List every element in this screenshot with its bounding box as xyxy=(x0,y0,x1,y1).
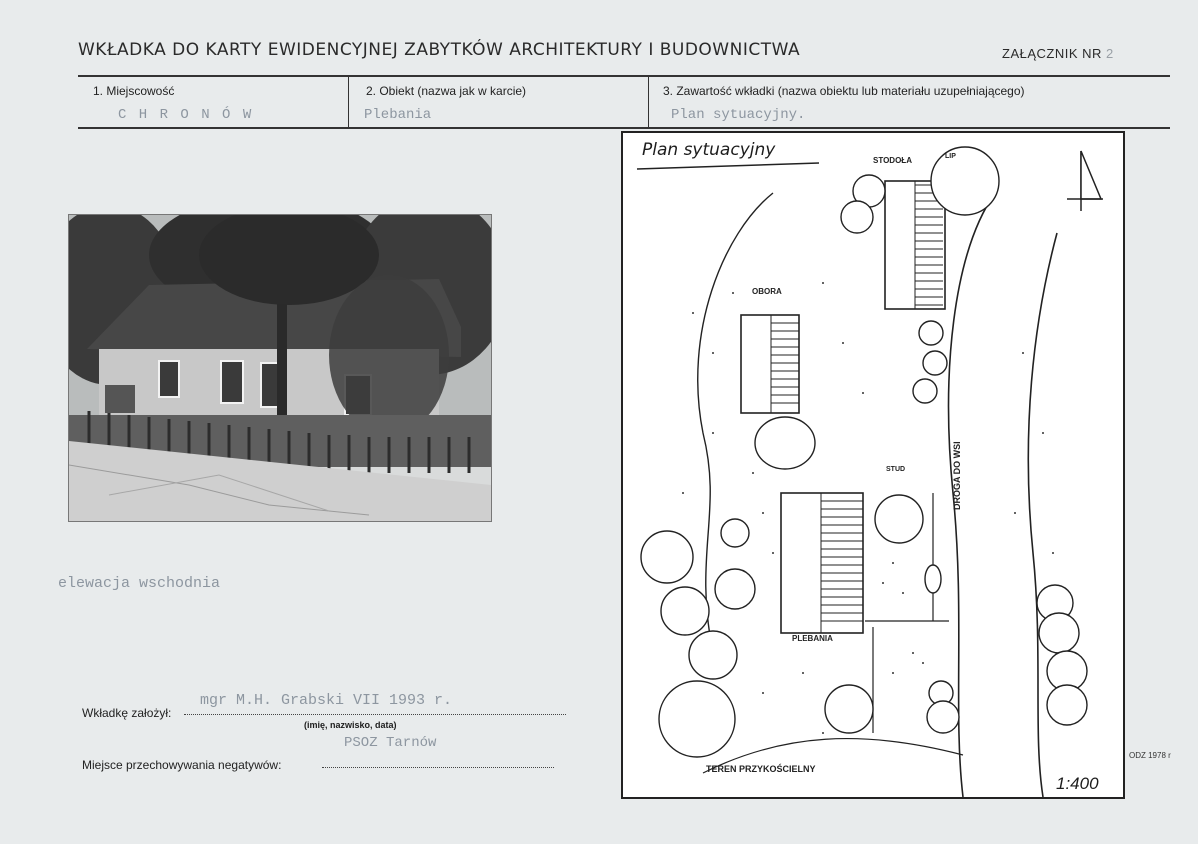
content-value: Plan sytuacyjny. xyxy=(671,107,806,123)
locality-value: C H R O N Ó W xyxy=(118,107,254,123)
field-divider-1 xyxy=(348,77,349,129)
road-label: DROGA DO WSI xyxy=(952,441,962,510)
rectory-label: PLEBANIA xyxy=(792,634,833,643)
negatives-label: Miejsce przechowywania negatywów: xyxy=(82,758,282,772)
created-by-label: Wkładkę założył: xyxy=(82,706,172,720)
photo-caption: elewacja wschodnia xyxy=(58,575,221,592)
plan-scale: 1:400 xyxy=(1056,774,1099,793)
locality-label: 1. Miejscowość xyxy=(93,84,175,98)
well-label: STUD xyxy=(886,466,906,473)
annex-number: 2 xyxy=(1106,46,1114,61)
lime-tree-label: LIP xyxy=(945,153,956,160)
document-title: WKŁADKA DO KARTY EWIDENCYJNEJ ZABYTKÓW ARCHITEKTURY I BUDOWNICTWA xyxy=(78,40,801,60)
fields-bottom-rule xyxy=(78,127,1170,129)
object-value: Plebania xyxy=(364,107,432,123)
field-divider-2 xyxy=(648,77,649,129)
annex-label xyxy=(1002,46,1114,61)
barn-label: STODOŁA xyxy=(873,156,912,165)
rectory-photo xyxy=(68,214,492,522)
plan-title: Plan sytuacyjny xyxy=(642,140,776,160)
church-ground-label: TEREN PRZYKOŚCIELNY xyxy=(706,764,816,774)
content-label: 3. Zawartość wkładki (nazwa obiektu lub materiału uzupełniającego) xyxy=(663,84,1025,98)
created-by-value: mgr M.H. Grabski VII 1993 r. xyxy=(200,692,453,709)
annex-label-text: ZAŁĄCZNIK NR xyxy=(1002,46,1102,61)
cowshed-label: OBORA xyxy=(752,287,782,296)
object-label: 2. Obiekt (nazwa jak w karcie) xyxy=(366,84,527,98)
created-by-line xyxy=(184,714,566,715)
negatives-value: PSOZ Tarnów xyxy=(344,735,437,751)
site-plan-drawing xyxy=(623,133,1123,797)
created-by-hint: (imię, nazwisko, data) xyxy=(304,720,397,730)
site-plan xyxy=(621,131,1125,799)
negatives-line xyxy=(322,767,554,768)
print-code: ODZ 1978 r xyxy=(1129,751,1171,760)
header-rule xyxy=(78,75,1170,77)
rectory-photo-illustration xyxy=(69,215,491,521)
